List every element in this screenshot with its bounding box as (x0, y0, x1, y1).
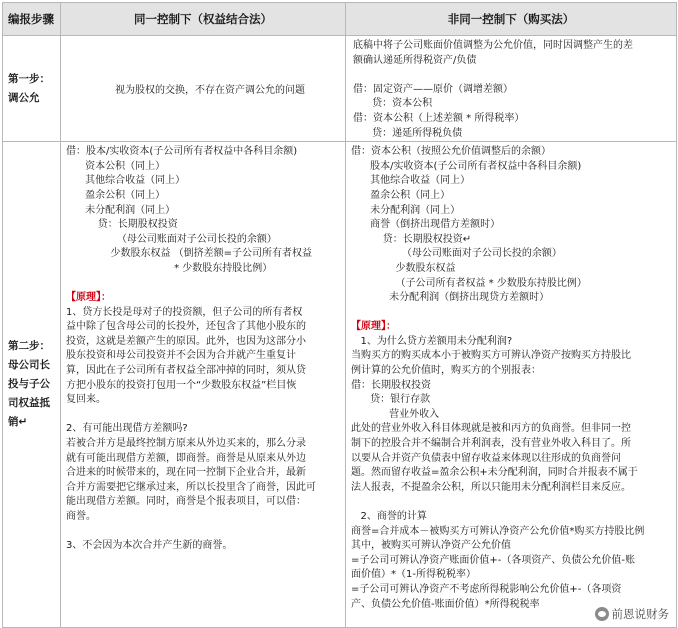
step2-nonsame-line: 题。然而留存收益=盈余公积+未分配利润，同时合并报表不属于 (351, 467, 638, 479)
step2-same-control-lines (66, 145, 345, 554)
step2-same-line: 股东投资和母公司投资并不会因为合并就产生重复计 (66, 350, 296, 362)
step2-nonsame-line: 面价值）*（1-所得税税率） (351, 569, 476, 581)
step2-nonsame-line: 贷：银行存款 (351, 394, 431, 406)
comparison-table-page (2, 2, 676, 625)
step2-same-line: （母公司账面对子公司长投的余额） (66, 233, 277, 245)
step2-nonsame-line: 其中，被购买可辨认净资产公允价值 (351, 540, 511, 552)
step2-label-line: 母公司长 (8, 359, 50, 372)
step2-row (3, 142, 677, 628)
step2-same-line: 投资，这就是差额产生的原因。此外，也因为这部分小 (66, 335, 306, 347)
step2-same-line: 能出现借方差额。同时，商誉是个报表项目，可以借： (66, 496, 306, 508)
step2-same-line: 益中除了包含母公司的长投外，还包含了其他小股东的 (66, 321, 306, 333)
step1-label (3, 36, 61, 142)
step2-nonsame-line: 少数股东权益 (351, 262, 456, 274)
step2-nonsame-line: 此处的营业外收入科目体现就是被和丙方的负商誉。但非同一控 (351, 423, 631, 435)
step2-same-line (66, 277, 345, 292)
step1-nonsame-line: 贷：资本公积 (353, 98, 433, 110)
step2-nonsame-control-lines (351, 145, 676, 612)
step2-nonsame-line: 其他综合收益（同上） (351, 175, 471, 187)
step2-same-line: 3、不会因为本次合并产生新的商誉。 (66, 540, 233, 552)
step2-nonsame-line: 股本/实收资本(子公司所有者权益中各科目余额) (351, 160, 582, 172)
step2-same-line: 借：股本/实收资本(子公司所有者权益中各科目余额) (66, 146, 298, 158)
step2-same-line: 合并方需要把它继承过来，所以长投里含了商誉，因此可 (66, 481, 316, 493)
step2-same-line: 1、贷方长投是母对子的投资额，但子公司的所有者权 (66, 306, 303, 318)
step2-same-line: 资本公积（同上） (66, 160, 166, 172)
step2-label-line: 司权益抵 (8, 397, 50, 410)
step2-same-control (61, 142, 346, 628)
watermark-text: 前恩说财务 (611, 607, 669, 621)
header-row (3, 3, 677, 36)
step2-nonsame-line: 商誉=合并成本－被购买方可辨认净资产公允价值*购买方持股比例 (351, 525, 645, 537)
step2-same-line (66, 408, 345, 423)
step2-nonsame-line: 1、为什么贷方差额用未分配利润? (351, 335, 513, 347)
step2-same-line: 盈余公积（同上） (66, 189, 166, 201)
step2-nonsame-line (351, 306, 676, 321)
step2-same-line: 若被合并方是最终控制方原来从外边买来的，那么分录 (66, 438, 306, 450)
step2-label-line: 第二步： (8, 340, 50, 353)
step2-nonsame-line: 以要从合并资产负债表中留存收益来体现以往形成的负商誉问 (351, 452, 621, 464)
step2-same-line: 算，因此在子公司所有者权益全部冲掉的同时，须从贷 (66, 365, 306, 377)
step2-label-line: 投与子公 (8, 378, 50, 391)
step2-label-line: 销↵ (8, 416, 28, 429)
step2-nonsame-line: 借：长期股权投资 (351, 379, 431, 391)
step2-same-line: 其他综合收益（同上） (66, 175, 186, 187)
step2-nonsame-line: （子公司所有者权益 * 少数股东持股比例） (351, 277, 587, 289)
step2-label-lines (8, 337, 60, 432)
step1-nonsame-control (346, 36, 677, 142)
step2-nonsame-line: =子公司可辨认净资产账面价值+-（各项资产、负债公允价值-账 (351, 554, 635, 566)
step2-nonsame-line: 2、商誉的计算 (351, 511, 427, 522)
header-steps: 编报步骤 (3, 3, 61, 36)
step1-label-b: 调公允 (8, 91, 40, 104)
step2-nonsame-line: 产、负债公允价值-账面价值）*所得税税率 (351, 598, 540, 610)
step2-nonsame-line: 当购买方的购买成本小于被购买方可辨认净资产按购买方持股比 (351, 350, 631, 362)
step1-nonsame-line: 底稿中将子公司账面价值调整为公允价值，同时因调整产生的差 (353, 40, 633, 51)
step2-same-line: 合进来的时候带来的，现在同一控制下企业合并，最新 (66, 467, 306, 479)
step2-label (3, 142, 61, 628)
consolidation-comparison-table (2, 2, 677, 628)
step1-nonsame-line: 贷：递延所得税负债 (353, 127, 463, 139)
step2-same-line: 商誉。 (66, 511, 96, 522)
step2-nonsame-line: 【原理】： (351, 321, 396, 333)
step1-nonsame-line: 借：资本公积（上述差额 * 所得税率） (353, 112, 525, 124)
step1-label-a: 第一步： (8, 72, 50, 85)
step2-nonsame-line: 贷：长期股权投资↵ (351, 233, 472, 245)
step2-same-line: 复回来。 (66, 394, 106, 406)
step2-same-line: 未分配利润（同上） (66, 204, 176, 216)
step2-same-line: * 少数股东持股比例） (66, 262, 273, 274)
step1-nonsame-lines (353, 39, 676, 141)
step2-nonsame-line: 营业外收入 (351, 408, 440, 420)
step2-nonsame-control (346, 142, 677, 628)
step2-nonsame-line: 未分配利润（倒挤出现贷方差额时） (351, 292, 550, 304)
step2-same-line: 少数股东权益 （倒挤差额=子公司所有者权益 (66, 248, 313, 260)
step2-same-line: 2、有可能出现借方差额吗? (66, 423, 188, 435)
step1-nonsame-line: 额确认递延所得税资产/负债 (353, 54, 477, 66)
step2-nonsame-line: 制下的控股合并不编制合并利润表，没有营业外收入科目了。所 (351, 438, 631, 450)
header-same-control: 同一控制下（权益结合法） (61, 3, 346, 36)
step2-nonsame-line: 商誉（倒挤出现借方差额时） (351, 219, 501, 231)
step2-nonsame-line: 借：资本公积（按照公允价值调整后的余额） (351, 146, 551, 158)
header-nonsame-control: 非同一控制下（购买法） (346, 3, 677, 36)
step1-same-control: 视为股权的交换，不存在资产调公允的问题 (61, 36, 346, 142)
step2-same-line (66, 525, 345, 540)
step2-same-line: 就有可能出现借方差额，即商誉。商誉是从原来从外边 (66, 452, 306, 464)
step2-same-line: 【原理】： (66, 292, 111, 304)
watermark (592, 605, 673, 623)
step2-nonsame-line: 未分配利润（同上） (351, 204, 461, 216)
step1-nonsame-line: 借：固定资产——原价（调增差额） (353, 83, 513, 95)
step1-row (3, 36, 677, 142)
step2-nonsame-line: （母公司账面对子公司长投的余额） (351, 248, 562, 260)
step2-same-line: 贷：长期股权投资 (66, 219, 178, 231)
step2-nonsame-line (351, 495, 676, 510)
step1-nonsame-line (353, 68, 676, 83)
step2-nonsame-line: =子公司可辨认净资产不考虑所得税影响公允价值+-（各项资 (351, 583, 622, 595)
step2-nonsame-line: 盈余公积（同上） (351, 189, 451, 201)
step2-same-line: 方把小股东的投资打包用一个“少数股东权益”栏目恢 (66, 379, 297, 391)
step2-nonsame-line: 例计算的公允价值时，购买方的个别报表： (351, 365, 541, 377)
wechat-bubble-icon (595, 607, 609, 621)
step2-nonsame-line: 法人报表，不提盈余公积，所以只能用未分配利润栏目来反应。 (351, 481, 631, 493)
